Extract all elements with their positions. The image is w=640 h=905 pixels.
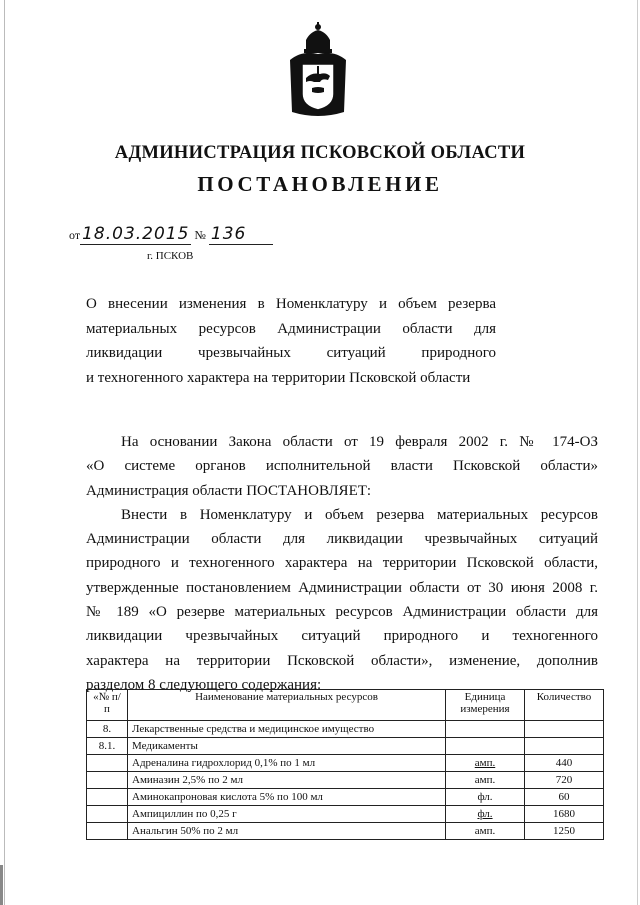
cell-name: Медикаменты [128, 738, 446, 755]
cell-name: Адреналина гидрохлорид 0,1% по 1 мл [128, 755, 446, 772]
cell-qty: 440 [525, 755, 604, 772]
header-no: «№ п/п [87, 690, 128, 721]
header-name: Наименование материальных ресурсов [128, 690, 446, 721]
cell-unit: амп. [446, 772, 525, 789]
subject-line: и техногенного характера на территории Псковской области [86, 369, 471, 386]
date-value: 18.03.2015 [82, 224, 190, 244]
table-row [87, 806, 604, 823]
page-edge-left [4, 0, 5, 905]
body-line: природного и техногенного характера на территории Псковской области, [86, 555, 598, 572]
cell-unit [446, 738, 525, 755]
table-row [87, 823, 604, 840]
cell-unit: амп. [446, 823, 525, 840]
cell-unit: фл. [446, 789, 525, 806]
body-line: № 189 «О резерве материальных ресурсов Администрации области для [86, 604, 598, 621]
subject-line: ликвидации чрезвычайных ситуаций природного [86, 345, 496, 361]
resources-table [86, 689, 604, 840]
table-header-row [87, 690, 604, 721]
cell-qty: 1680 [525, 806, 604, 823]
table-row [87, 789, 604, 806]
cell-name: Ампициллин по 0,25 г [128, 806, 446, 823]
body-line: На основании Закона области от 19 февраля 2002 г. № 174-ОЗ [121, 434, 598, 450]
document-type-title: ПОСТАНОВЛЕНИЕ [197, 172, 443, 196]
city: г. ПСКОВ [147, 250, 194, 262]
cell-qty: 60 [525, 789, 604, 806]
cell-no [87, 823, 128, 840]
cell-unit: амп. [446, 755, 525, 772]
number-value: 136 [209, 224, 273, 245]
coat-of-arms-icon [284, 20, 352, 120]
cell-name: Аминокапроновая кислота 5% по 100 мл [128, 789, 446, 806]
cell-no [87, 789, 128, 806]
cell-qty [525, 738, 604, 755]
body-text [86, 430, 598, 697]
cell-unit [446, 721, 525, 738]
body-line: Внести в Номенклатуру и объем резерва материальных ресурсов [121, 506, 598, 523]
cell-name: Анальгин 50% по 2 мл [128, 823, 446, 840]
number-prefix: № [194, 228, 206, 242]
cell-qty: 720 [525, 772, 604, 789]
body-line: Администрация области ПОСТАНОВЛЯЕТ: [86, 482, 372, 499]
date-number-line [69, 224, 273, 245]
body-line: Администрации области для ликвидации чрезвычайных ситуаций [86, 531, 598, 548]
cell-qty: 1250 [525, 823, 604, 840]
cell-qty [525, 721, 604, 738]
cell-no [87, 806, 128, 823]
body-line: ликвидации чрезвычайных ситуаций природного и техногенного [86, 628, 598, 645]
table-row [87, 772, 604, 789]
subject-line: О внесении изменения в Номенклатуру и объем резерва [86, 296, 496, 312]
body-line: разделом 8 следующего содержания: [86, 676, 322, 693]
body-line: утвержденные постановлением Администрации области от 30 июня 2008 г. [86, 579, 598, 596]
cell-no [87, 772, 128, 789]
subject-block [86, 292, 496, 390]
organization-title: АДМИНИСТРАЦИЯ ПСКОВСКОЙ ОБЛАСТИ [114, 143, 526, 163]
date-prefix: от [69, 228, 81, 242]
cell-no: 8.1. [87, 738, 128, 755]
cell-no: 8. [87, 721, 128, 738]
subject-line: материальных ресурсов Администрации области для [86, 320, 496, 337]
cell-name: Лекарственные средства и медицинское имущество [128, 721, 446, 738]
cell-name: Аминазин 2,5% по 2 мл [128, 772, 446, 789]
header-qty: Количество [525, 690, 604, 721]
body-line: характера на территории Псковской области», изменение, дополнив [86, 652, 598, 669]
scan-edge-mark [0, 865, 3, 905]
table-row [87, 755, 604, 772]
table-row [87, 738, 604, 755]
page-edge-right [637, 0, 638, 905]
table-row [87, 721, 604, 738]
header-unit: Единица измерения [446, 690, 525, 721]
cell-no [87, 755, 128, 772]
body-line: «О системе органов исполнительной власти Псковской области» [86, 458, 598, 475]
cell-unit: фл. [446, 806, 525, 823]
